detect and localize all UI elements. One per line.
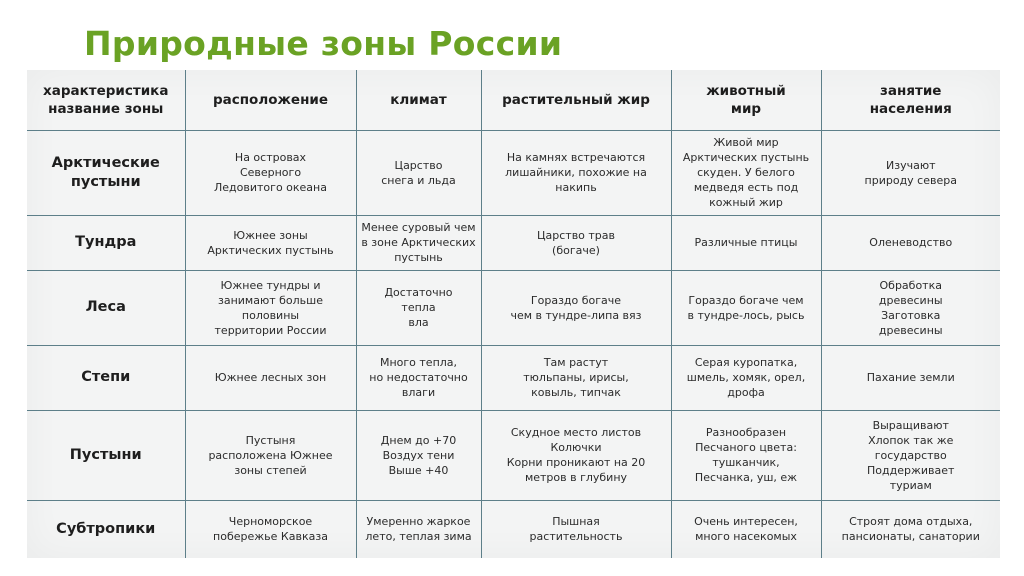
location-line: Южнее лесных зон — [214, 371, 327, 384]
vegetation-line: метров в глубину — [524, 471, 628, 484]
vegetation-line: ковыль, типчак — [531, 386, 621, 399]
fauna-cell — [671, 215, 821, 270]
climate-cell — [356, 270, 481, 345]
occupation-cell — [821, 500, 1000, 558]
zone-name-cell — [27, 215, 185, 270]
header-location-line: расположение — [212, 91, 329, 108]
occupation-cell — [821, 270, 1000, 345]
vegetation-line: Гораздо богаче — [530, 293, 622, 307]
zone-name-line: пустыни — [70, 173, 141, 190]
vegetation-cell — [481, 410, 671, 500]
location-line: На островах — [234, 151, 307, 164]
location-line: Северного — [239, 166, 302, 179]
fauna-line: Очень интересен, — [694, 515, 798, 529]
vegetation-line: Скудное место листов — [510, 426, 642, 439]
zone-name-cell — [27, 410, 185, 500]
vegetation-cell — [481, 500, 671, 558]
fauna-line: Серая куропатка, — [694, 356, 798, 369]
climate-line: Менее суровый чем — [361, 221, 476, 234]
location-line: побережье Кавказа — [213, 530, 328, 544]
climate-cell — [356, 410, 481, 500]
occupation-line: Заготовка — [881, 308, 941, 322]
vegetation-line: (богаче) — [552, 243, 600, 257]
location-line: Южнее тундры и — [220, 278, 321, 292]
vegetation-line: чем в тундре-липа вяз — [510, 308, 642, 322]
slide-title: Природные зоны России — [84, 24, 563, 63]
fauna-line: тушканчик, — [712, 456, 780, 469]
zone-name-line: Пустыни — [69, 446, 142, 463]
climate-line: влаги — [401, 386, 436, 399]
header-characteristic-line: характеристика — [43, 82, 169, 99]
fauna-line: Песчаного цвета: — [695, 441, 797, 454]
fauna-line: Гораздо богаче чем — [688, 293, 804, 307]
fauna-line: кожный жир — [709, 196, 783, 209]
location-cell — [185, 410, 356, 500]
header-occupation-line: занятие — [880, 82, 942, 99]
climate-cell — [356, 500, 481, 558]
zones-table-container — [27, 70, 1000, 558]
occupation-line: Строят дома отдыха, — [849, 515, 973, 529]
occupation-line: государство — [874, 448, 947, 462]
climate-line: пустынь — [394, 251, 443, 264]
zone-name-line: Тундра — [75, 234, 137, 250]
location-cell — [185, 130, 356, 215]
climate-line: Днем до +70 — [380, 433, 457, 447]
table-row — [27, 130, 1000, 215]
occupation-line: Выращивают — [872, 418, 949, 432]
climate-line: но недостаточно — [369, 371, 468, 384]
header-location — [185, 70, 356, 130]
vegetation-line: растительность — [529, 530, 623, 544]
table-row — [27, 410, 1000, 500]
vegetation-cell — [481, 345, 671, 410]
zone-name-cell — [27, 270, 185, 345]
location-line: Пустыня — [245, 433, 296, 447]
vegetation-line: На камнях встречаются — [506, 151, 646, 164]
location-line: половины — [241, 308, 300, 322]
fauna-cell — [671, 345, 821, 410]
location-cell — [185, 215, 356, 270]
table-row — [27, 345, 1000, 410]
header-vegetation — [481, 70, 671, 130]
zone-name-line: Степи — [81, 369, 131, 385]
occupation-line: пансионаты, санатории — [841, 530, 980, 544]
zone-name-line: Леса — [85, 299, 126, 315]
header-vegetation-line: растительный жир — [502, 91, 650, 108]
climate-line: в зоне Арктических — [361, 236, 476, 249]
climate-line: Много тепла, — [379, 356, 458, 369]
occupation-line: природу севера — [864, 173, 957, 187]
location-line: Ледовитого океана — [214, 181, 327, 194]
climate-line: Выше +40 — [388, 463, 449, 477]
header-row — [27, 70, 1000, 130]
location-cell — [185, 270, 356, 345]
climate-line: Воздух тени — [382, 448, 455, 462]
climate-cell — [356, 345, 481, 410]
climate-line: Умеренно жаркое — [366, 515, 471, 529]
occupation-line: древесины — [878, 323, 943, 337]
zone-name-cell — [27, 500, 185, 558]
fauna-line: Арктических пустынь — [682, 151, 810, 164]
fauna-line: скуден. У белого — [697, 166, 795, 179]
climate-line: снега и льда — [381, 173, 456, 187]
zone-name-cell — [27, 345, 185, 410]
header-climate — [356, 70, 481, 130]
fauna-line: медведя есть под — [693, 181, 799, 194]
header-occupation-line: населения — [869, 100, 952, 117]
occupation-line: Обработка — [879, 278, 942, 292]
climate-line: лето, теплая зима — [365, 530, 472, 544]
fauna-line: дрофа — [727, 386, 765, 399]
table-row — [27, 500, 1000, 558]
location-line: Черноморское — [228, 515, 313, 529]
climate-line: Царство — [394, 158, 443, 172]
fauna-line: много насекомых — [695, 530, 797, 544]
header-characteristic — [27, 70, 185, 130]
climate-line: Достаточно — [384, 286, 453, 299]
vegetation-line: Пышная — [552, 515, 600, 529]
occupation-line: Оленеводство — [869, 236, 953, 249]
climate-cell — [356, 215, 481, 270]
occupation-cell — [821, 215, 1000, 270]
occupation-line: Поддерживает — [867, 463, 955, 477]
location-line: занимают больше — [218, 293, 323, 307]
header-characteristic-line: название зоны — [48, 100, 164, 117]
fauna-cell — [671, 130, 821, 215]
occupation-line: Хлопок так же — [868, 433, 954, 447]
table-row — [27, 215, 1000, 270]
occupation-cell — [821, 130, 1000, 215]
zones-table — [27, 70, 1000, 558]
table-row — [27, 270, 1000, 345]
vegetation-line: лишайники, похожие на — [505, 166, 647, 179]
header-fauna-line: мир — [730, 100, 762, 117]
fauna-line: шмель, хомяк, орел, — [686, 371, 806, 384]
occupation-line: древесины — [878, 293, 943, 307]
fauna-line: Различные птицы — [694, 236, 798, 249]
fauna-line: в тундре-лось, рысь — [687, 308, 805, 322]
header-fauna-line: животный — [706, 82, 786, 99]
climate-line: тепла — [401, 301, 436, 314]
fauna-line: Песчанка, уш, еж — [694, 471, 798, 484]
header-climate-line: климат — [390, 91, 447, 108]
fauna-cell — [671, 410, 821, 500]
location-cell — [185, 500, 356, 558]
occupation-line: Пахание земли — [866, 371, 955, 384]
vegetation-line: Корни проникают на 20 — [506, 456, 646, 469]
vegetation-line: Там растут — [543, 356, 609, 369]
location-line: зоны степей — [234, 463, 307, 477]
occupation-cell — [821, 410, 1000, 500]
header-occupation — [821, 70, 1000, 130]
fauna-cell — [671, 500, 821, 558]
occupation-line: туриам — [889, 478, 932, 492]
climate-cell — [356, 130, 481, 215]
vegetation-line: накипь — [555, 181, 597, 194]
vegetation-cell — [481, 130, 671, 215]
fauna-line: Разнообразен — [705, 426, 787, 439]
fauna-line: Живой мир — [713, 136, 779, 149]
fauna-cell — [671, 270, 821, 345]
vegetation-cell — [481, 215, 671, 270]
location-line: Южнее зоны — [233, 228, 308, 242]
vegetation-cell — [481, 270, 671, 345]
vegetation-line: Царство трав — [536, 228, 616, 242]
vegetation-line: тюльпаны, ирисы, — [523, 371, 629, 384]
vegetation-line: Колючки — [550, 441, 602, 454]
location-cell — [185, 345, 356, 410]
location-line: территории России — [214, 323, 327, 337]
climate-line: вла — [408, 316, 429, 329]
location-line: Арктических пустынь — [207, 243, 334, 257]
occupation-line: Изучают — [886, 158, 936, 172]
zone-name-line: Арктические — [51, 154, 160, 171]
zone-name-cell — [27, 130, 185, 215]
zone-name-line: Субтропики — [56, 520, 156, 537]
location-line: расположена Южнее — [208, 448, 333, 462]
header-fauna — [671, 70, 821, 130]
occupation-cell — [821, 345, 1000, 410]
